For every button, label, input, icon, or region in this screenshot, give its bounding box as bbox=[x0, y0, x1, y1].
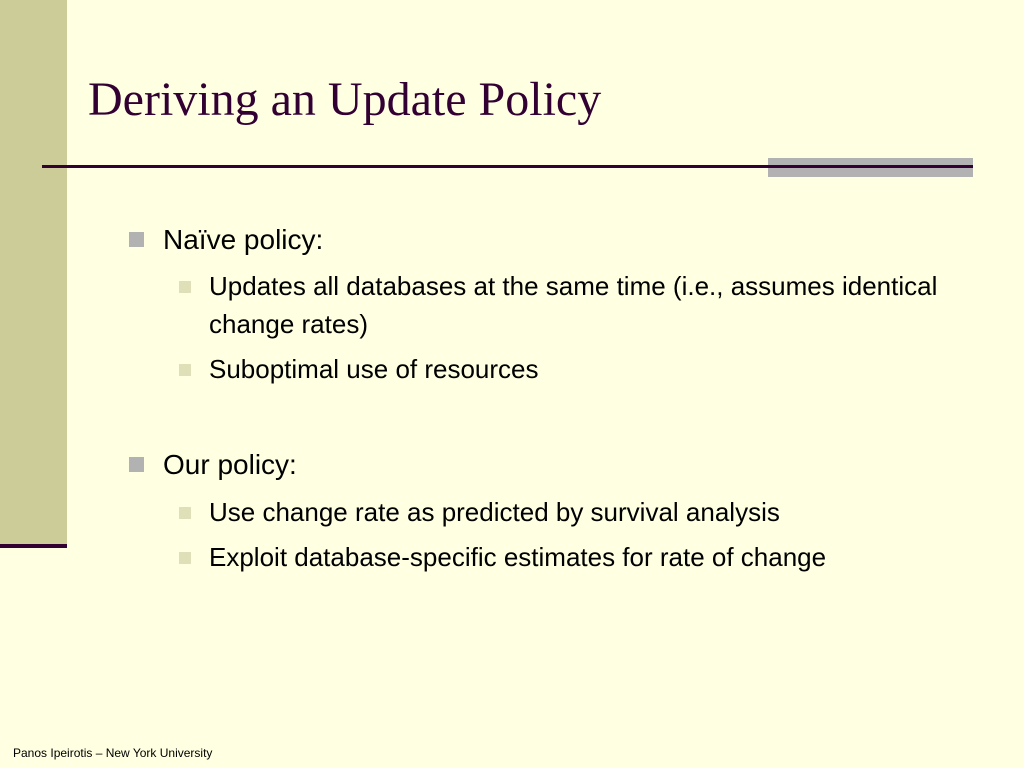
bullet-square-icon bbox=[129, 232, 144, 247]
sub-bullet-square-icon bbox=[179, 281, 191, 293]
bullet-naive-policy: Naïve policy: bbox=[163, 224, 324, 255]
sub-bullet-database-specific: Exploit database-specific estimates for rate of change bbox=[209, 542, 827, 572]
bullet-our-policy: Our policy: bbox=[163, 449, 297, 480]
sub-bullet-square-icon bbox=[179, 507, 191, 519]
slide-footer: Panos Ipeirotis – New York University bbox=[13, 746, 213, 760]
sub-bullet-square-icon bbox=[179, 552, 191, 564]
sub-bullet-suboptimal: Suboptimal use of resources bbox=[209, 354, 539, 384]
sub-bullet-square-icon bbox=[179, 364, 191, 376]
sub-bullet-updates-all: Updates all databases at the same time (i.e., assumes identical change rates) bbox=[209, 271, 938, 339]
sub-bullet-survival-analysis: Use change rate as predicted by survival analysis bbox=[209, 497, 780, 527]
bullet-square-icon bbox=[129, 457, 144, 472]
slide-title: Deriving an Update Policy bbox=[88, 73, 602, 126]
